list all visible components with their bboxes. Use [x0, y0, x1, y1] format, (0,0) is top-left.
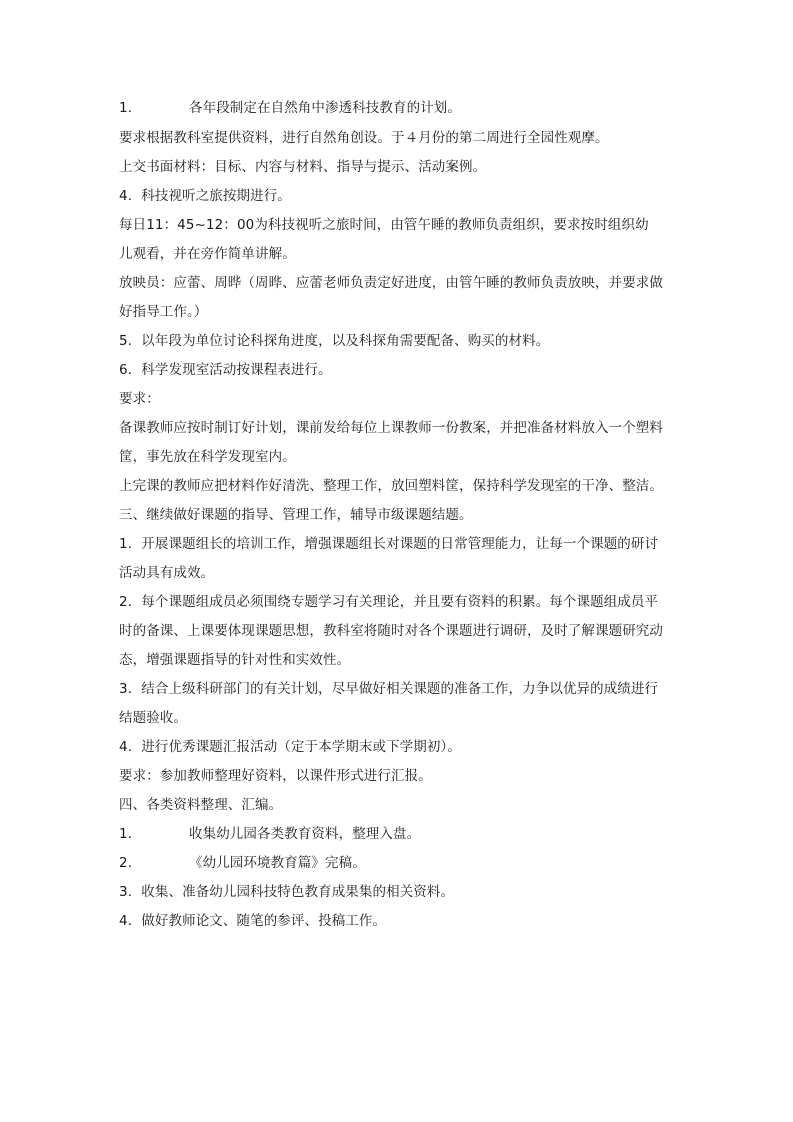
paragraph-line — [119, 592, 658, 612]
line-text: 各年段制定在自然角中渗透科技教育的计划。 — [189, 100, 461, 116]
paragraph-line — [119, 273, 663, 293]
paragraph-line — [119, 708, 187, 728]
paragraph-line — [119, 215, 649, 235]
line-text: 要求： — [119, 391, 160, 407]
paragraph-line — [119, 505, 473, 525]
paragraph-line — [119, 360, 332, 380]
line-text: 四、各类资料整理、汇编。 — [119, 797, 283, 813]
paragraph-line — [119, 128, 609, 148]
line-text: 要求：参加教师整理好资料，以课件形式进行汇报。 — [119, 768, 432, 784]
paragraph-line — [119, 157, 486, 177]
line-text: 4．进行优秀课题汇报活动（定于本学期末或下学期初）。 — [119, 739, 461, 755]
paragraph-line — [119, 824, 420, 844]
paragraph-line — [119, 621, 663, 641]
paragraph-line — [119, 389, 160, 409]
line-text: 上交书面材料：目标、内容与材料、指导与提示、活动案例。 — [119, 159, 487, 175]
paragraph-line — [119, 418, 663, 438]
line-text: 4．科技视听之旅按期进行。 — [119, 188, 291, 204]
paragraph-line — [119, 476, 663, 496]
paragraph-line — [119, 679, 658, 699]
paragraph-line — [119, 911, 386, 931]
line-text: 3．收集、准备幼儿园科技特色教育成果集的相关资料。 — [119, 884, 455, 900]
line-text: 结题验收。 — [119, 710, 187, 726]
line-text: 活动具有成效。 — [119, 565, 215, 581]
paragraph-line — [119, 563, 214, 583]
line-text: 4．做好教师论文、随笔的参评、投稿工作。 — [119, 913, 387, 929]
paragraph-line — [119, 331, 549, 351]
paragraph-line — [119, 853, 366, 873]
paragraph-line — [119, 766, 432, 786]
line-text: 筐，事先放在科学发现室内。 — [119, 449, 296, 465]
line-text: 每日11：45~12：00为科技视听之旅时间，由管午睡的教师负责组织，要求按时组织幼 — [119, 217, 649, 233]
line-text: 时的备课、上课要体现课题思想，教科室将随时对各个课题进行调研，及时了解课题研究动 — [119, 623, 663, 639]
paragraph-line — [119, 795, 282, 815]
line-text: 5．以年段为单位讨论科探角进度，以及科探角需要配备、购买的材料。 — [119, 333, 550, 349]
paragraph-line — [119, 737, 461, 757]
paragraph-line — [119, 882, 454, 902]
paragraph-line — [119, 244, 296, 264]
line-text: 1．开展课题组长的培训工作，增强课题组长对课题的日常管理能力，让每一个课题的研讨 — [119, 536, 659, 552]
line-text: 态，增强课题指导的针对性和实效性。 — [119, 652, 351, 668]
line-text: 要求根据教科室提供资料，进行自然角创设。于４月份的第二周进行全园性观摩。 — [119, 130, 609, 146]
paragraph-line — [119, 650, 350, 670]
line-text: 6．科学发现室活动按课程表进行。 — [119, 362, 332, 378]
paragraph-line — [119, 447, 296, 467]
list-number: 1． — [119, 826, 142, 842]
list-number: 2． — [119, 855, 142, 871]
line-text: 收集幼儿园各类教育资料，整理入盘。 — [189, 826, 421, 842]
line-text: 2．每个课题组成员必须围绕专题学习有关理论，并且要有资料的积累。每个课题组成员平 — [119, 594, 659, 610]
line-text: 3．结合上级科研部门的有关计划，尽早做好相关课题的准备工作，力争以优异的成绩进行 — [119, 681, 659, 697]
line-text: 上完课的教师应把材料作好清洗、整理工作，放回塑料筐，保持科学发现室的干净、整洁。 — [119, 478, 663, 494]
line-text: 好指导工作。） — [119, 304, 208, 320]
line-text: 三、继续做好课题的指导、管理工作，辅导市级课题结题。 — [119, 507, 473, 523]
line-text: 《幼儿园环境教育篇》完稿。 — [189, 855, 366, 871]
list-number: 1． — [119, 100, 142, 116]
paragraph-line — [119, 98, 461, 118]
line-text: 备课教师应按时制订好计划，课前发给每位上课教师一份教案，并把准备材料放入一个塑料 — [119, 420, 663, 436]
paragraph-line — [119, 302, 207, 322]
paragraph-line — [119, 186, 291, 206]
line-text: 儿观看，并在旁作简单讲解。 — [119, 246, 296, 262]
line-text: 放映员：应蕾、周晔（周晔、应蕾老师负责定好进度，由管午睡的教师负责放映，并要求做 — [119, 275, 663, 291]
paragraph-line — [119, 534, 658, 554]
